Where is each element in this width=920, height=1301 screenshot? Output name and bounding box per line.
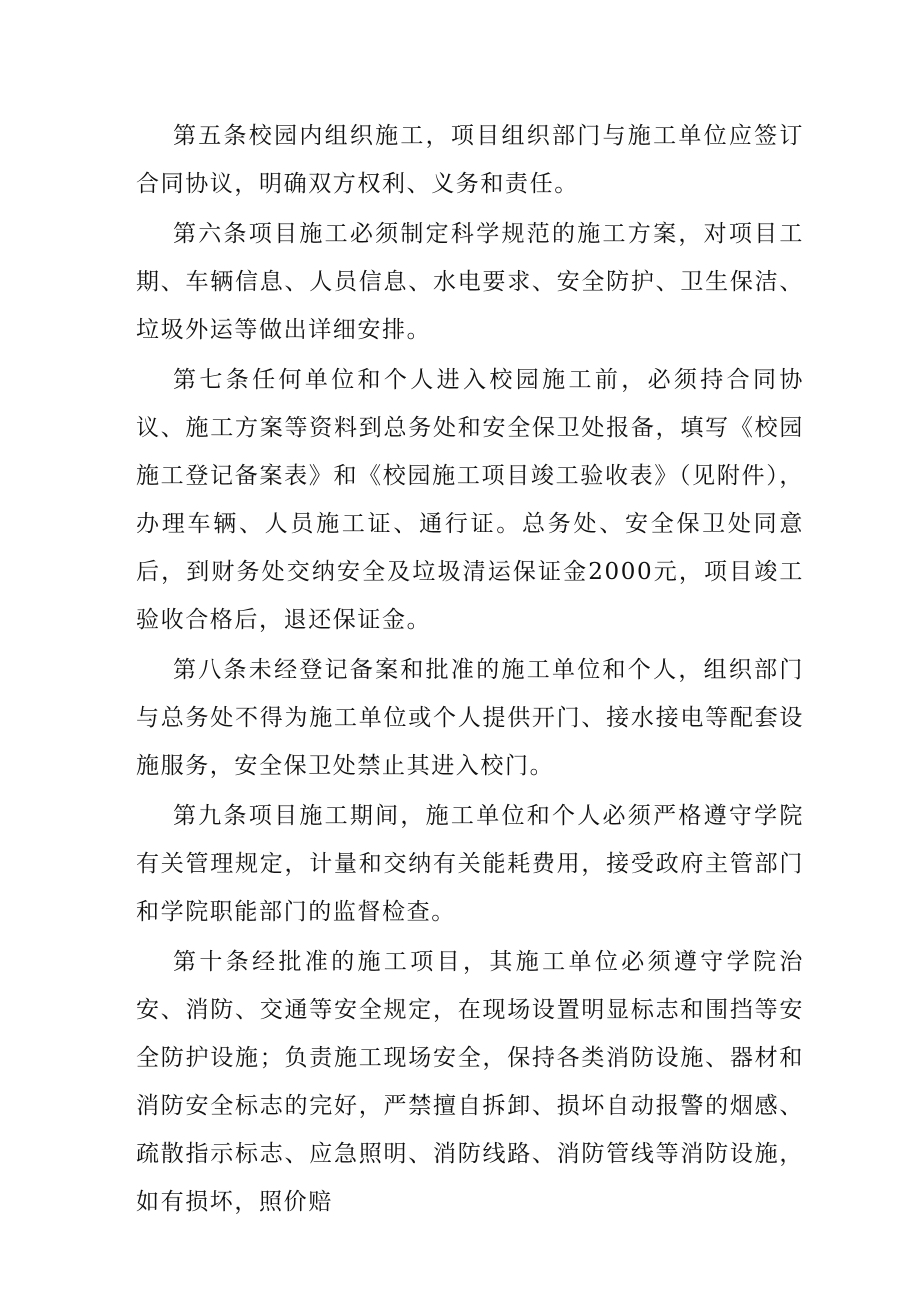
document-body — [136, 112, 804, 1228]
paragraph-article-8: 第八条未经登记备案和批准的施工单位和个人，组织部门与总务处不得为施工单位或个人提供开门、接水接电等配套设施服务，安全保卫处禁止其进入校门。 — [136, 657, 804, 779]
paragraph-article-5: 第五条校园内组织施工，项目组织部门与施工单位应签订合同协议，明确双方权利、义务和责任。 — [136, 123, 804, 197]
paragraph-article-7: 第七条任何单位和个人进入校园施工前，必须持合同协议、施工方案等资料到总务处和安全保卫处报备，填写《校园施工登记备案表》和《校园施工项目竣工验收表》（见附件），办理车辆、人员施工证、通行证。总务处、安全保卫处同意后，到财务处交纳安全及垃圾清运保证金2000元，项目竣工验收合格后，退还保证金。 — [136, 367, 804, 633]
paragraph-article-10: 第十条经批准的施工项目，其施工单位必须遵守学院治安、消防、交通等安全规定，在现场设置明显标志和围挡等安全防护设施；负责施工现场安全，保持各类消防设施、器材和消防安全标志的完好，严禁擅自拆卸、损坏自动报警的烟感、疏散指示标志、应急照明、消防线路、消防管线等消防设施，如有损坏，照价赔 — [136, 949, 804, 1215]
paragraph-article-6: 第六条项目施工必须制定科学规范的施工方案，对项目工期、车辆信息、人员信息、水电要求、安全防护、卫生保洁、垃圾外运等做出详细安排。 — [136, 221, 804, 343]
paragraph-article-9: 第九条项目施工期间，施工单位和个人必须严格遵守学院有关管理规定，计量和交纳有关能耗费用，接受政府主管部门和学院职能部门的监督检查。 — [136, 803, 804, 925]
